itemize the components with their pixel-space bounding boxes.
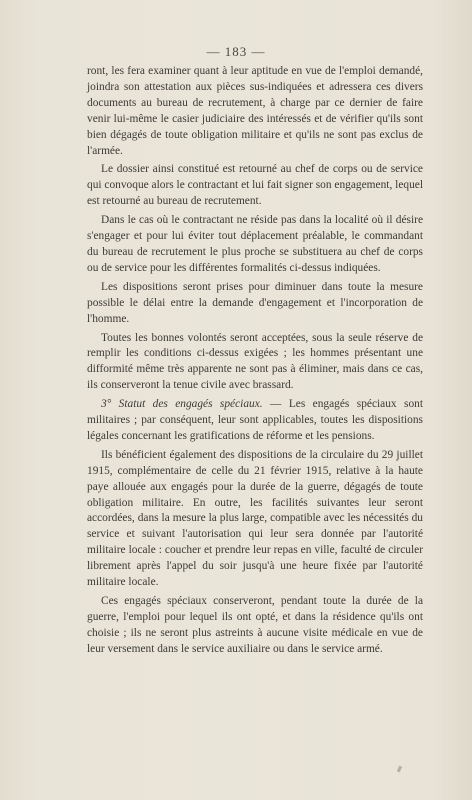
body-text: [87, 64, 423, 661]
section-lead-text: Les engagés spéciaux sont militaires ; par conséquent, leur sont applicables, toutes les dispositions légales concernant les gratifications de réforme et les pensions.: [87, 398, 423, 442]
ink-speck: [397, 766, 402, 773]
paragraph-residence: Dans le cas où le contractant ne réside pas dans la localité où il désire s'engager et pour lui éviter tout déplacement préalable, le commandant du bureau de recrutement le plus proche se substituera au chef de corps ou de service pour les différentes formalités ci-dessus indiquées.: [87, 214, 423, 274]
page-number: — 183 —: [206, 44, 266, 59]
paragraph-delai: Les dispositions seront prises pour diminuer dans toute la mesure possible le délai entre la demande d'engagement et l'incorporation de l'homme.: [87, 280, 423, 325]
section-heading: 3° Statut des engagés spéciaux.: [101, 398, 263, 411]
paragraph-beneficient: Ils bénéficient également des dispositions de la circulaire du 29 juillet 1915, complémentaire de celle du 21 février 1915, relative à la haute paye allouée aux engagés pour la durée de la guerre, dégagés de toute obligation militaire. En outre, les facilités suivantes leur seront accordées, dans la mesure la plus large, compatible avec les nécessités du service et suivant l'autorisation qui leur sera donnée par l'autorité militaire locale : coucher et prendre leur repas en ville, faculté de circuler librement après l'appel du soir jusqu'à une heure fixée par l'autorité militaire locale.: [87, 448, 423, 589]
paragraph-continuation: ront, les fera examiner quant à leur aptitude en vue de l'emploi demandé, joindra son attestation aux pièces sus-indiquées et adressera ces divers documents au bureau de recrutement, à charge par ce dernier de faire venir lui-même le casier judiciaire des intéressés et de vérifier qu'ils sont bien dégagés de toute obligation militaire et qu'ils ne sont pas exclus de l'armée.: [87, 65, 423, 157]
section-dash: —: [262, 398, 289, 411]
paragraph-conserveront: Ces engagés spéciaux conserveront, pendant toute la durée de la guerre, l'emploi pour lequel ils ont opté, et dans la résidence qu'ils ont choisie ; ils ne seront plus astreints à aucune visite médicale en vue de leur versement dans le service auxiliaire ou dans le service armé.: [87, 595, 423, 655]
paragraph-statut: [87, 397, 423, 445]
paragraph-dossier: Le dossier ainsi constitué est retourné au chef de corps ou de service qui convoque alors le contractant et lui fait signer son engagement, lequel est retourné au bureau de recrutement.: [87, 163, 423, 208]
paragraph-bonnes-volontes: Toutes les bonnes volontés seront acceptées, sous la seule réserve de remplir les conditions ci-dessus exigées ; les hommes présentant une difformité même très apparente ne sont pas à éliminer, mais dans ce cas, ils conserveront la tenue civile avec brassard.: [87, 331, 423, 392]
